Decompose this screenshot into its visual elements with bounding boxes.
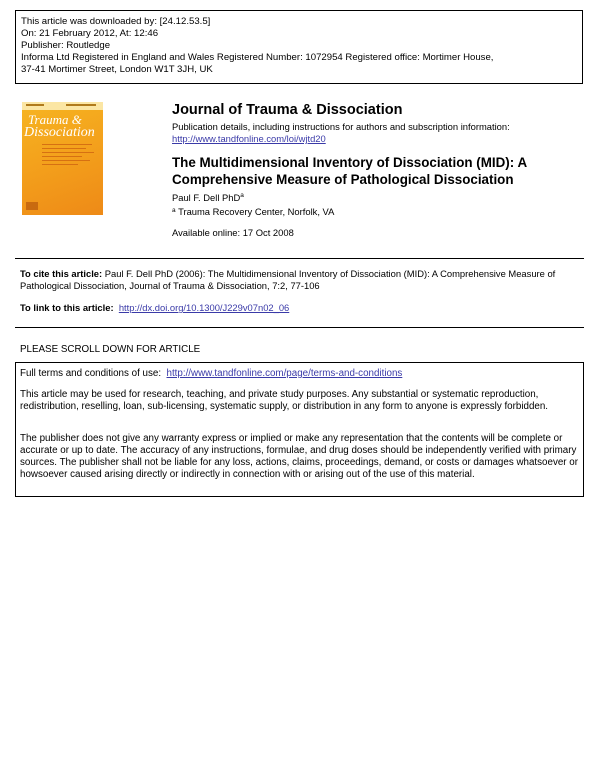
available-online-date: Available online: 17 Oct 2008 [172,227,294,238]
cover-title-line1: Trauma & [28,112,82,127]
publication-details [172,121,510,145]
article-title-line2: Comprehensive Measure of Pathological Dissociation [172,172,514,187]
affiliation-text: Trauma Recovery Center, Norfolk, VA [178,206,335,217]
article-link-row [20,302,289,313]
journal-title: Journal of Trauma & Dissociation [172,102,403,118]
cover-top-strip [22,102,103,110]
article-title-line1: The Multidimensional Inventory of Dissociation (MID): A [172,155,528,170]
article-link-label: To link to this article: [20,302,114,313]
journal-cover-image [22,102,103,215]
full-terms-label: Full terms and conditions of use: [20,368,162,379]
author-name: Paul F. Dell PhD [172,192,241,203]
scroll-notice: PLEASE SCROLL DOWN FOR ARTICLE [20,344,201,355]
terms-paragraph-2: The publisher does not give any warranty express or implied or make any representation that the contents will be complete or accurate or up to date. The accuracy of any instructions, formulae, and drug doses should be independently verified with primary sources. The publisher shall not be liable for any loss, actions, claims, proceedings, demand, or costs or damages whatsoever or howsoever caused arising directly or indirectly in connection with or arising out of the use of this material. [20,433,578,480]
download-info-line: On: 21 February 2012, At: 12:46 [21,28,159,39]
affiliation [172,206,334,217]
download-info-line: Publisher: Routledge [21,40,111,51]
cover-title-line2: Dissociation [24,125,95,140]
author-affiliation-marker: a [240,192,244,199]
citation [20,268,585,292]
download-info-line: This article was downloaded by: [24.12.53.5] [21,16,211,27]
download-info-line: Informa Ltd Registered in England and Wales Registered Number: 1072954 Registered office: Mortimer House, [21,52,494,63]
section-divider [15,258,584,259]
journal-url-link[interactable]: http://www.tandfonline.com/loi/wjtd20 [172,133,326,144]
terms-paragraph-1: This article may be used for research, teaching, and private study purposes. Any substantial or systematic reproduction, redistribution, reselling, loan, sub-licensing, systematic supply, or distribution in any form to anyone is expressly forbidden. [20,389,549,412]
terms-link[interactable]: http://www.tandfonline.com/page/terms-and-conditions [166,368,403,379]
publication-details-text: Publication details, including instructions for authors and subscription information: [172,121,510,132]
author [172,192,244,203]
section-divider [15,327,584,328]
cover-publisher-mark [26,202,38,210]
affiliation-marker: a [172,207,176,214]
article-title [172,154,527,188]
full-terms-row [20,368,580,380]
citation-text: Paul F. Dell PhD (2006): The Multidimensional Inventory of Dissociation (MID): A Comprehensive Measure of Pathological Dissociation, Journal of Trauma & Dissociation, 7:2, 77-106 [20,268,556,291]
article-doi-link[interactable]: http://dx.doi.org/10.1300/J229v07n02_06 [118,302,290,313]
download-info-box [15,10,583,84]
citation-label: To cite this article: [20,268,103,279]
download-info-line: 37-41 Mortimer Street, London W1T 3JH, UK [21,64,213,75]
